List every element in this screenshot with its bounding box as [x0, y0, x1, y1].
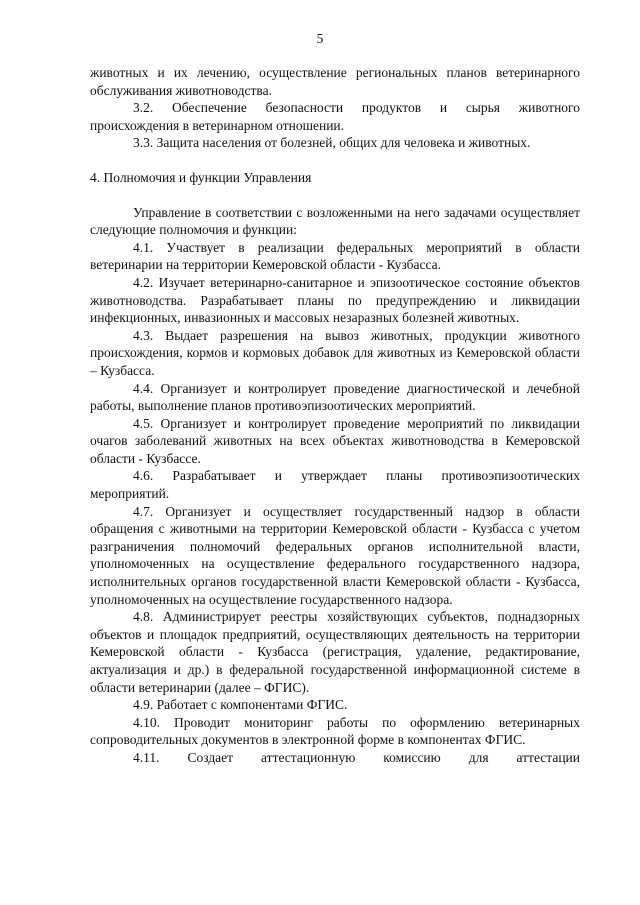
- item-4-6: 4.6. Разрабатывает и утверждает планы противоэпизоотических мероприятий.: [90, 468, 580, 502]
- item-4-9: 4.9. Работает с компонентами ФГИС.: [133, 697, 348, 713]
- item-4-5: 4.5. Организует и контролирует проведение мероприятий по ликвидации очагов заболеваний животных на всех объектах животноводства в Кемеровской области - Кузбассе.: [90, 415, 580, 466]
- paragraph-continuation: животных и их лечению, осуществление региональных планов ветеринарного обслуживания животноводства.: [90, 65, 580, 98]
- item-4-7: 4.7. Организует и осуществляет государственный надзор в области обращения с животными на территории Кемеровской области - Кузбасса с учетом разграничения полномочий федеральных органов исполнительной власти, уполномоченных на осуществление федерального государственного надзора, исполнительных органов государственной власти Кемеровской области - Кузбасса, уполномоченных на осуществление государственного надзора.: [90, 503, 580, 607]
- item-4-10: 4.10. Проводит мониторинг работы по оформлению ветеринарных сопроводительных документов в электронной форме в компонентах ФГИС.: [90, 714, 580, 748]
- item-4-11: 4.11. Создает аттестационную комиссию для аттестации: [133, 749, 580, 765]
- page-number: 5: [316, 31, 324, 46]
- paragraph-3-2: 3.2. Обеспечение безопасности продуктов и сырья животного происхождения в ветеринарном отношении.: [90, 100, 580, 133]
- item-4-3: 4.3. Выдает разрешения на вывоз животных, продукции животного происхождения, кормов и кормовых добавок для животных из Кемеровской области – Кузбасса.: [90, 327, 580, 378]
- paragraph-3-3: 3.3. Защита населения от болезней, общих для человека и животных.: [133, 135, 531, 151]
- item-4-4: 4.4. Организует и контролирует проведение диагностической и лечебной работы, выполнение планов противоэпизоотических мероприятий.: [90, 380, 580, 414]
- item-4-1: 4.1. Участвует в реализации федеральных мероприятий в области ветеринарии на территории Кемеровской области - Кузбасса.: [90, 239, 580, 273]
- section-intro: Управление в соответствии с возложенными на него задачами осуществляет следующие полномочия и функции:: [90, 204, 580, 238]
- section-heading: 4. Полномочия и функции Управления: [90, 169, 312, 185]
- document-body: [90, 64, 580, 767]
- item-4-2: 4.2. Изучает ветеринарно-санитарное и эпизоотическое состояние объектов животноводства. Разрабатывает планы по предупреждению и ликвидации инфекционных, инвазионных и массовых незаразных болезней животных.: [90, 274, 580, 326]
- item-4-8: 4.8. Администрирует реестры хозяйствующих субъектов, поднадзорных объектов и площадок предприятий, осуществляющих деятельность на территории Кемеровской области - Кузбасса (регистрация, удаление, редактирование, актуализация и др.) в федеральной государственной информационной системе в области ветеринарии (далее – ФГИС).: [90, 609, 580, 695]
